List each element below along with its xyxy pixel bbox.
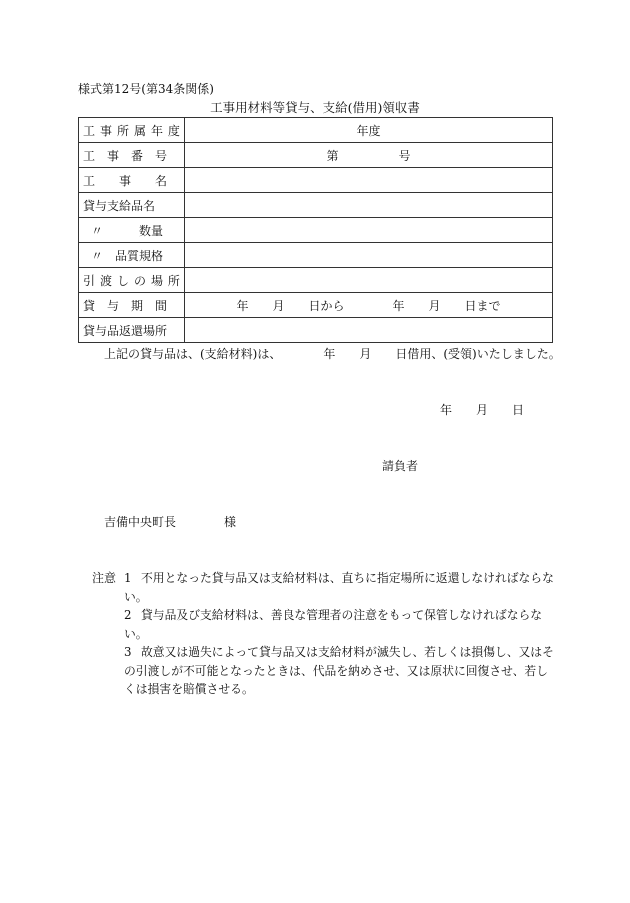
date-line: 年 月 日 [440, 403, 525, 417]
note-item [124, 643, 556, 699]
row-label [79, 318, 185, 343]
row-label [79, 168, 185, 193]
statement-text: 上記の貸与品は、(支給材料)は、 年 月 日借用、(受領)いたしました。 [104, 347, 561, 361]
table-row [79, 293, 553, 318]
label-text: 引 渡 し の 場 所 [83, 273, 180, 288]
note-text: 不用となった貸与品又は支給材料は、直ちに指定場所に返還しなければならない。 [124, 571, 554, 604]
table-row [79, 143, 553, 168]
table-row [79, 243, 553, 268]
notes-label: 注意 [92, 571, 117, 585]
label-text: 工 事 番 号 [83, 148, 168, 163]
note-item [124, 569, 556, 606]
row-label [79, 293, 185, 318]
row-label [79, 268, 185, 293]
label-text: 工 事 所 属 年 度 [83, 123, 180, 138]
table-row [79, 168, 553, 193]
row-label [79, 118, 185, 143]
note-number: 3 [124, 645, 132, 659]
table-row [79, 318, 553, 343]
note-text: 故意又は過失によって貸与品又は支給材料が滅失し、若しくは損傷し、又はその引渡しが不可能となったときは、代品を納めさせ、又は原状に回復させ、若しくは損害を賠償させる。 [124, 645, 554, 696]
row-value [185, 193, 553, 218]
table-row [79, 118, 553, 143]
receipt-table [78, 117, 553, 343]
row-value [185, 218, 553, 243]
note-item [124, 606, 556, 643]
label-text: 工 事 名 [83, 173, 168, 188]
label-text: 〃 品質規格 [91, 248, 164, 263]
row-value: 第 号 [185, 143, 553, 168]
row-label [79, 218, 185, 243]
row-label [79, 243, 185, 268]
row-label [79, 193, 185, 218]
table-row [79, 193, 553, 218]
row-label [79, 143, 185, 168]
label-text: 貸 与 期 間 [83, 298, 168, 313]
row-value: 年 月 日から 年 月 日まで [185, 293, 553, 318]
contractor-label: 請負者 [382, 459, 419, 473]
table-row [79, 218, 553, 243]
label-text: 〃 数量 [91, 223, 164, 238]
row-value [185, 318, 553, 343]
table-row [79, 268, 553, 293]
addressee-line: 吉備中央町長 様 [104, 515, 237, 529]
row-value [185, 168, 553, 193]
label-text: 貸与支給品名 [83, 198, 156, 213]
form-reference: 様式第12号(第34条関係) [78, 82, 214, 96]
note-number: 2 [124, 608, 132, 622]
row-value [185, 243, 553, 268]
note-number: 1 [124, 571, 132, 585]
row-value: 年度 [185, 118, 553, 143]
label-text: 貸与品返還場所 [83, 323, 168, 338]
row-value [185, 268, 553, 293]
document-title: 工事用材料等貸与、支給(借用)領収書 [210, 100, 420, 115]
note-text: 貸与品及び支給材料は、善良な管理者の注意をもって保管しなければならない。 [124, 608, 543, 641]
